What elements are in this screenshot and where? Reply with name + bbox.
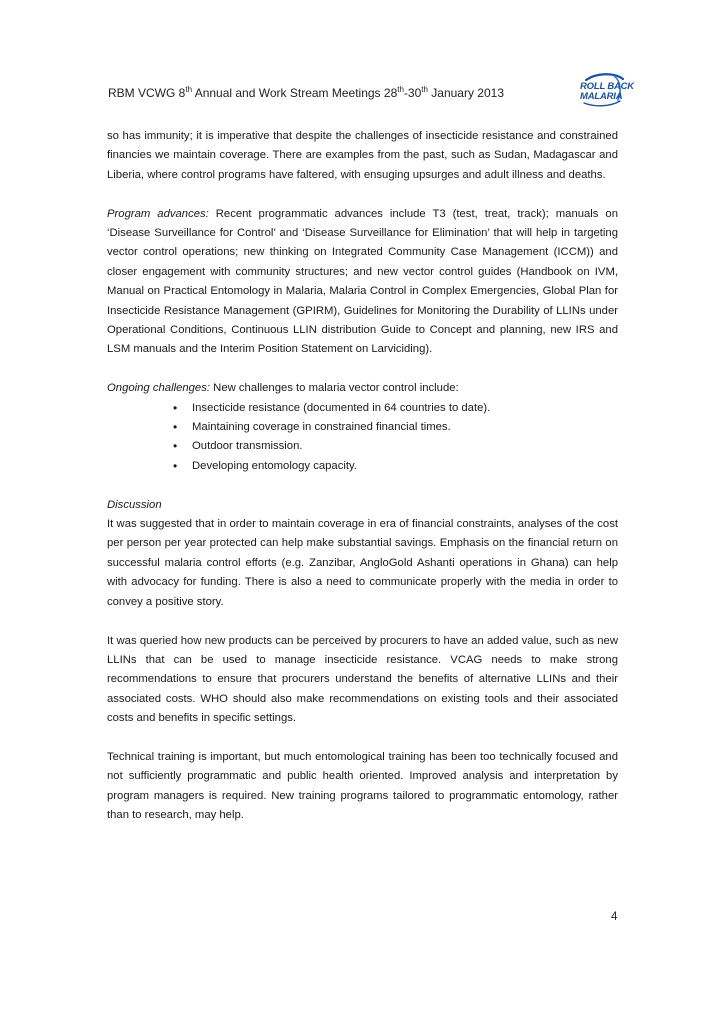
logo-line-2: MALARIA	[580, 91, 623, 102]
header-text-1: RBM VCWG 8	[108, 86, 186, 100]
bullet-icon: •	[173, 458, 178, 473]
list-item	[107, 457, 618, 476]
bullet-icon: •	[173, 420, 178, 435]
list-item-text: Insecticide resistance (documented in 64 countries to date).	[192, 401, 491, 414]
page-number: 4	[611, 911, 618, 923]
header-text-4: January 2013	[427, 86, 504, 100]
paragraph-discussion-training: Technical training is important, but much entomological training has been too technically focused and not sufficiently programmatic and public health oriented. Improved analysis and interpretation by program managers is required. New training programs tailored to programmatic entomology, rather than to research, may help.	[107, 750, 618, 822]
discussion-heading: Discussion	[107, 498, 162, 511]
header-sup-1: th	[185, 85, 193, 94]
roll-back-malaria-logo	[580, 72, 634, 108]
document-body	[107, 127, 618, 845]
ongoing-challenges-label: Ongoing challenges:	[107, 382, 211, 395]
ongoing-challenges-text: New challenges to malaria vector control include:	[210, 382, 459, 395]
list-item	[107, 399, 618, 418]
list-item-text: Outdoor transmission.	[192, 440, 303, 453]
paragraph-discussion-products: It was queried how new products can be perceived by procurers to have an added value, such as new LLINs that can be used to manage insecticide resistance. VCAG needs to make strong recommendations to ensure that procurers understand the benefits of alternative LLINs and their associated costs. WHO should also make recommendations on existing tools and their associated costs and benefits in specific settings.	[107, 634, 618, 725]
challenges-list	[107, 399, 618, 477]
running-header	[108, 86, 504, 100]
header-sup-2: th	[397, 85, 404, 94]
bullet-icon: •	[173, 439, 178, 454]
list-item	[107, 418, 618, 437]
header-text-2: Annual and Work Stream Meetings 28	[192, 86, 398, 100]
list-item	[107, 437, 618, 456]
paragraph-immunity: so has immunity; it is imperative that despite the challenges of insecticide resistance and constrained financies we maintain coverage. There are examples from the past, such as Sudan, Madagascar and Liberia, where control programs have faltered, with ensuging upsurges and adult illness and deaths.	[107, 130, 618, 181]
header-text-3: -30	[403, 86, 422, 100]
list-item-text: Developing entomology capacity.	[192, 459, 357, 472]
logo-line-1: ROLL BACK	[580, 81, 634, 92]
program-advances-text: Recent programmatic advances include T3 (test, treat, track); manuals on ‘Disease Surveillance for Control’ and ‘Disease Surveillance for Elimination’ that will help in targeting vector control operations; new thinking on Integrated Community Case Management (ICCM)) and closer engagement with community structures; and new vector control guides (Handbook on IVM, Manual on Practical Entomology in Malaria, Malaria Control in Complex Emergencies, Global Plan for Insecticide Resistance Management (GPIRM), Guidelines for Monitoring the Durability of LLINs under Operational Conditions, Continuous LLIN distribution Guide to Concept and planning, new IRS and LSM manuals and the Interim Position Statement on Larviciding).	[107, 207, 618, 356]
paragraph-program-advances	[107, 205, 618, 360]
header-sup-3: th	[421, 85, 428, 94]
bullet-icon: •	[173, 400, 178, 415]
list-item-text: Maintaining coverage in constrained financial times.	[192, 421, 451, 434]
paragraph-discussion-coverage: It was suggested that in order to maintain coverage in era of financial constraints, analyses of the cost per person per year protected can help make substantial savings. Emphasis on the financial return on successful malaria control efforts (e.g. Zanzibar, AngloGold Ashanti operations in Ghana) can help with advocacy for funding. There is also a need to communicate properly with the media in order to convey a positive story.	[107, 518, 618, 608]
paragraph-ongoing-challenges	[107, 379, 618, 398]
program-advances-label: Program advances:	[107, 207, 209, 220]
